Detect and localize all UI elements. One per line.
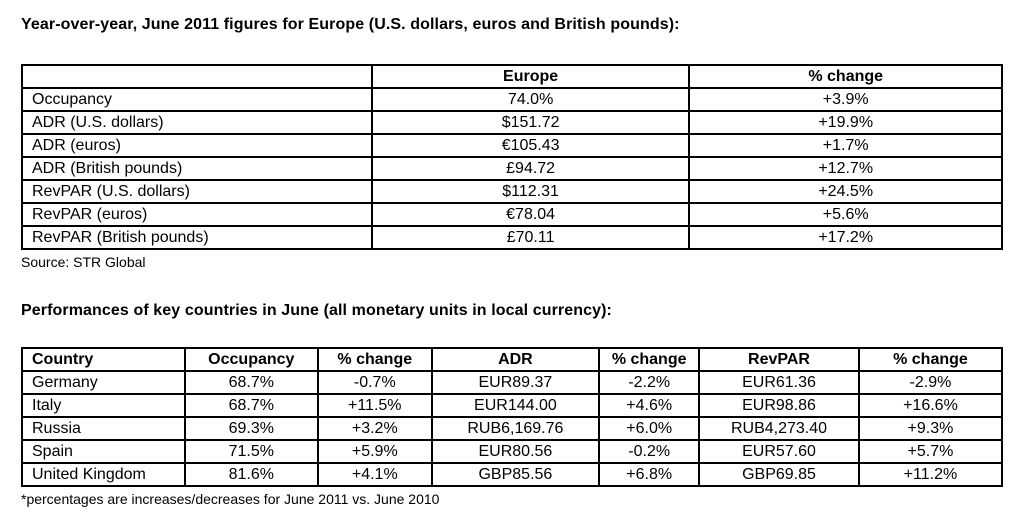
table-cell-revpar: EUR98.86 bbox=[699, 394, 859, 417]
table-cell-change: +3.9% bbox=[689, 88, 1002, 111]
table-row-united-kingdom bbox=[22, 463, 1002, 486]
table-cell-metric: ADR (euros) bbox=[22, 134, 372, 157]
table-cell-country: Russia bbox=[22, 417, 185, 440]
source-note: Source: STR Global bbox=[21, 254, 146, 270]
table-cell-occupancy: 68.7% bbox=[185, 371, 318, 394]
table-row-revpar-gbp bbox=[22, 226, 1002, 249]
table-cell-adr-change: -0.2% bbox=[599, 440, 699, 463]
table-cell-occ-change: +11.5% bbox=[318, 394, 432, 417]
table-cell-value: £94.72 bbox=[372, 157, 690, 180]
table-cell-value: $112.31 bbox=[372, 180, 690, 203]
table-cell-metric: ADR (U.S. dollars) bbox=[22, 111, 372, 134]
table-cell-change: +19.9% bbox=[689, 111, 1002, 134]
table-cell-adr-change: -2.2% bbox=[599, 371, 699, 394]
table-cell-change: +17.2% bbox=[689, 226, 1002, 249]
table-header-cell-adr-change: % change bbox=[599, 348, 699, 371]
table-cell-change: +24.5% bbox=[689, 180, 1002, 203]
section2-title: Performances of key countries in June (all monetary units in local currency): bbox=[21, 302, 612, 319]
table-cell-revpar-change: +5.7% bbox=[859, 440, 1002, 463]
footnote: *percentages are increases/decreases for June 2011 vs. June 2010 bbox=[21, 491, 440, 507]
table-header-cell-europe: Europe bbox=[372, 65, 690, 88]
table-header-cell-change: % change bbox=[689, 65, 1002, 88]
table-cell-adr: EUR89.37 bbox=[432, 371, 600, 394]
table-cell-occupancy: 71.5% bbox=[185, 440, 318, 463]
table-cell-revpar-change: +16.6% bbox=[859, 394, 1002, 417]
table-header-cell-occ-change: % change bbox=[318, 348, 432, 371]
table-row-germany bbox=[22, 371, 1002, 394]
table-header-cell-occupancy: Occupancy bbox=[185, 348, 318, 371]
table-cell-occupancy: 69.3% bbox=[185, 417, 318, 440]
table-header-cell-revpar-change: % change bbox=[859, 348, 1002, 371]
table-cell-adr-change: +6.8% bbox=[599, 463, 699, 486]
table-cell-occ-change: +5.9% bbox=[318, 440, 432, 463]
table-cell-value: 74.0% bbox=[372, 88, 690, 111]
table-cell-adr-change: +4.6% bbox=[599, 394, 699, 417]
table-cell-revpar-change: +9.3% bbox=[859, 417, 1002, 440]
table-cell-revpar: RUB4,273.40 bbox=[699, 417, 859, 440]
table-row-italy bbox=[22, 394, 1002, 417]
table-row-russia bbox=[22, 417, 1002, 440]
table-cell-revpar: GBP69.85 bbox=[699, 463, 859, 486]
table-header-cell-revpar: RevPAR bbox=[699, 348, 859, 371]
section1-title: Year-over-year, June 2011 figures for Europe (U.S. dollars, euros and British pounds): bbox=[21, 16, 680, 33]
table-row-revpar-eur bbox=[22, 203, 1002, 226]
table-header-cell-adr: ADR bbox=[432, 348, 600, 371]
table-cell-value: $151.72 bbox=[372, 111, 690, 134]
table-cell-value: €78.04 bbox=[372, 203, 690, 226]
table-cell-occ-change: +3.2% bbox=[318, 417, 432, 440]
table-cell-change: +12.7% bbox=[689, 157, 1002, 180]
table-cell-country: United Kingdom bbox=[22, 463, 185, 486]
table-row-revpar-usd bbox=[22, 180, 1002, 203]
table-header-cell-blank bbox=[22, 65, 372, 88]
table-cell-metric: RevPAR (euros) bbox=[22, 203, 372, 226]
table-cell-occupancy: 68.7% bbox=[185, 394, 318, 417]
table-row-occupancy bbox=[22, 88, 1002, 111]
table-cell-country: Germany bbox=[22, 371, 185, 394]
table-cell-metric: RevPAR (U.S. dollars) bbox=[22, 180, 372, 203]
table-header-cell-country: Country bbox=[22, 348, 185, 371]
table-cell-country: Italy bbox=[22, 394, 185, 417]
table-cell-adr: GBP85.56 bbox=[432, 463, 600, 486]
table-cell-value: €105.43 bbox=[372, 134, 690, 157]
table-cell-adr-change: +6.0% bbox=[599, 417, 699, 440]
country-performance-table bbox=[21, 347, 1003, 487]
table-cell-revpar: EUR57.60 bbox=[699, 440, 859, 463]
table-cell-metric: ADR (British pounds) bbox=[22, 157, 372, 180]
table-cell-occ-change: +4.1% bbox=[318, 463, 432, 486]
europe-summary-table bbox=[21, 64, 1003, 250]
table-cell-change: +5.6% bbox=[689, 203, 1002, 226]
table-row-adr-gbp bbox=[22, 157, 1002, 180]
table-cell-adr: RUB6,169.76 bbox=[432, 417, 600, 440]
table-cell-occupancy: 81.6% bbox=[185, 463, 318, 486]
table-cell-occ-change: -0.7% bbox=[318, 371, 432, 394]
table-cell-adr: EUR144.00 bbox=[432, 394, 600, 417]
table-cell-revpar: EUR61.36 bbox=[699, 371, 859, 394]
table-header-row bbox=[22, 65, 1002, 88]
table-row-spain bbox=[22, 440, 1002, 463]
table-cell-revpar-change: -2.9% bbox=[859, 371, 1002, 394]
table-cell-metric: RevPAR (British pounds) bbox=[22, 226, 372, 249]
table-cell-revpar-change: +11.2% bbox=[859, 463, 1002, 486]
table-cell-value: £70.11 bbox=[372, 226, 690, 249]
table-cell-adr: EUR80.56 bbox=[432, 440, 600, 463]
table-header-row bbox=[22, 348, 1002, 371]
table-cell-metric: Occupancy bbox=[22, 88, 372, 111]
table-cell-country: Spain bbox=[22, 440, 185, 463]
table-cell-change: +1.7% bbox=[689, 134, 1002, 157]
table-row-adr-eur bbox=[22, 134, 1002, 157]
table-row-adr-usd bbox=[22, 111, 1002, 134]
